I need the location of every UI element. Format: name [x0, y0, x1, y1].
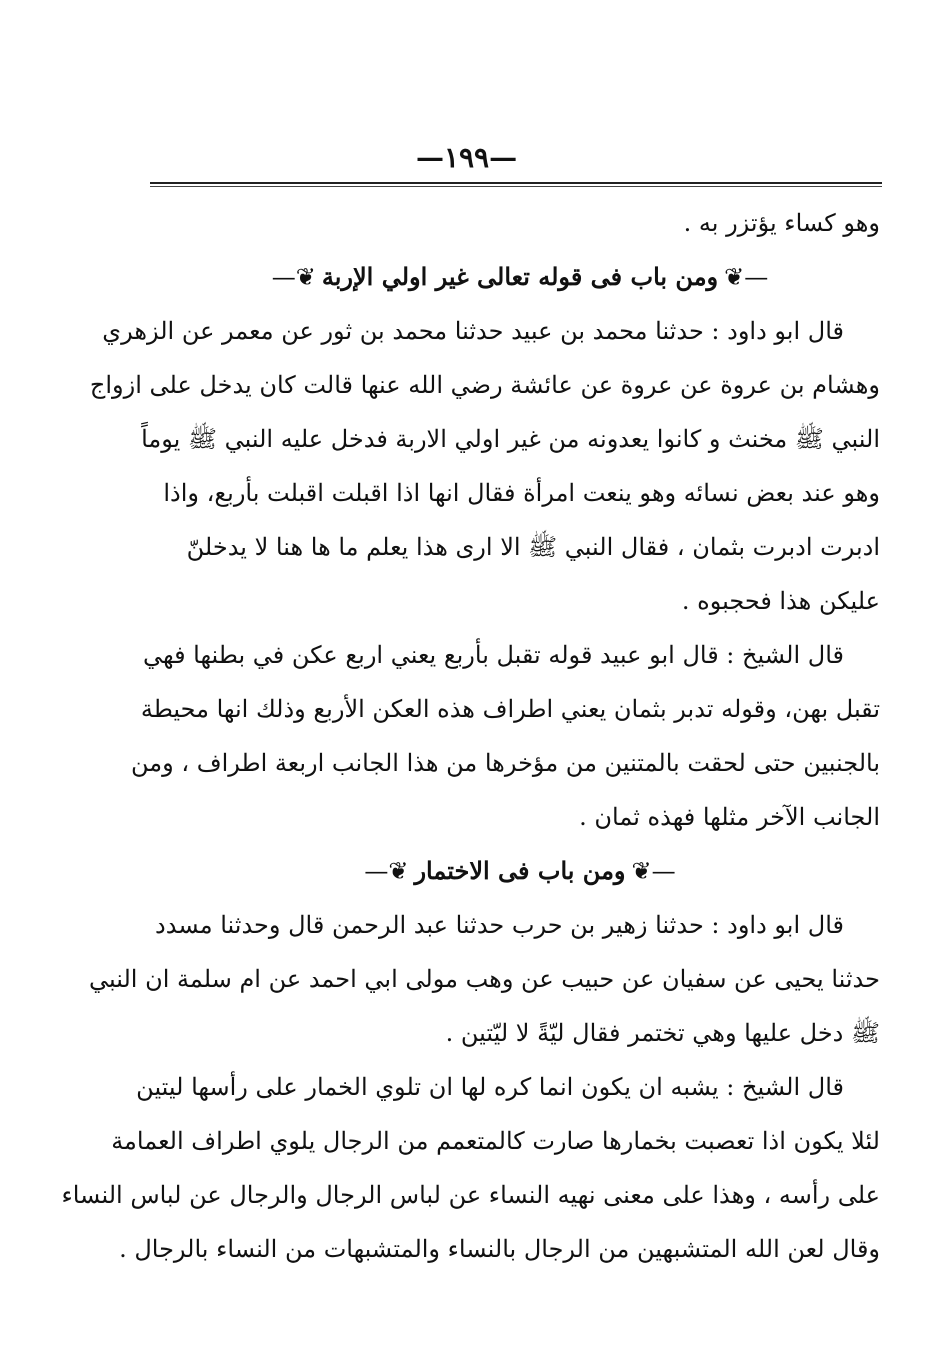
text-line: على رأسه ، وهذا على معنى نهيه النساء عن لباس الرجال والرجال عن لباس النساء: [61, 1181, 880, 1209]
ornament-left-icon: ❦—: [271, 263, 316, 291]
paragraph-first-line: قال الشيخ : قال ابو عبيد قوله تقبل بأربع يعني اربع عكن في بطنها فهي: [143, 641, 844, 669]
text-line: ﷺ دخل عليها وهي تختمر فقال ليّةً لا ليّتين .: [445, 1019, 880, 1047]
section-heading: [160, 844, 880, 898]
text-line: تقبل بهن، وقوله تدبر بثمان يعني اطراف هذه العكن الأربع وذلك انها محيطة: [140, 695, 880, 723]
text-line: حدثنا يحيى عن سفيان عن حبيب عن وهب مولى ابي احمد عن ام سلمة ان النبي: [89, 965, 880, 993]
ornament-right-icon: —❦: [724, 263, 769, 291]
text-line: بالجنبين حتى لحقت بالمتنين من مؤخرها من هذا الجانب اربعة اطراف ، ومن: [130, 749, 880, 777]
page-body: [61, 196, 880, 1276]
text-line: وقال لعن الله المتشبهين من الرجال بالنساء والمتشبهات من النساء بالرجال .: [119, 1235, 880, 1263]
text-line: وهو كساء يؤتزر به .: [683, 209, 880, 237]
paragraph-first-line: قال ابو داود : حدثنا زهير بن حرب حدثنا عبد الرحمن قال وحدثنا مسدد: [155, 911, 844, 939]
text-line: عليكن هذا فحجبوه .: [681, 587, 880, 615]
text-line: الجانب الآخر مثلها فهذه ثمان .: [579, 803, 880, 831]
paragraph-first-line: قال ابو داود : حدثنا محمد بن عبيد حدثنا محمد بن ثور عن معمر عن الزهري: [102, 317, 844, 345]
text-line: وهشام بن عروة عن عروة عن عائشة رضي الله عنها قالت كان يدخل على ازواج: [89, 371, 880, 399]
text-line: وهو عند بعض نسائه وهو ينعت امرأة فقال انها اذا اقبلت اقبلت بأربع، واذا: [163, 479, 880, 507]
header-rule: [150, 182, 882, 184]
text-line: لئلا يكون اذا تعصبت بخمارها صارت كالمتعمم من الرجال يلوي اطراف العمامة: [111, 1127, 880, 1155]
ornament-left-icon: ❦—: [364, 857, 409, 885]
ornament-right-icon: —❦: [631, 857, 676, 885]
text-line: النبي ﷺ مخنث و كانوا يعدونه من غير اولي الاربة فدخل عليه النبي ﷺ يوماً: [141, 425, 880, 453]
page-number: —١٩٩—: [415, 141, 518, 174]
section-heading-text: ومن باب فى قوله تعالى غير اولي الإربة: [321, 262, 719, 291]
header-rule-thin: [150, 186, 882, 187]
text-line: ادبرت ادبرت بثمان ، فقال النبي ﷺ الا ارى هذا يعلم ما ها هنا لا يدخلنّ: [186, 533, 880, 561]
section-heading: [160, 250, 880, 304]
paragraph-first-line: قال الشيخ : يشبه ان يكون انما كره لها ان تلوي الخمار على رأسها ليتين: [136, 1073, 844, 1101]
section-heading-text: ومن باب فى الاختمار: [414, 856, 626, 885]
